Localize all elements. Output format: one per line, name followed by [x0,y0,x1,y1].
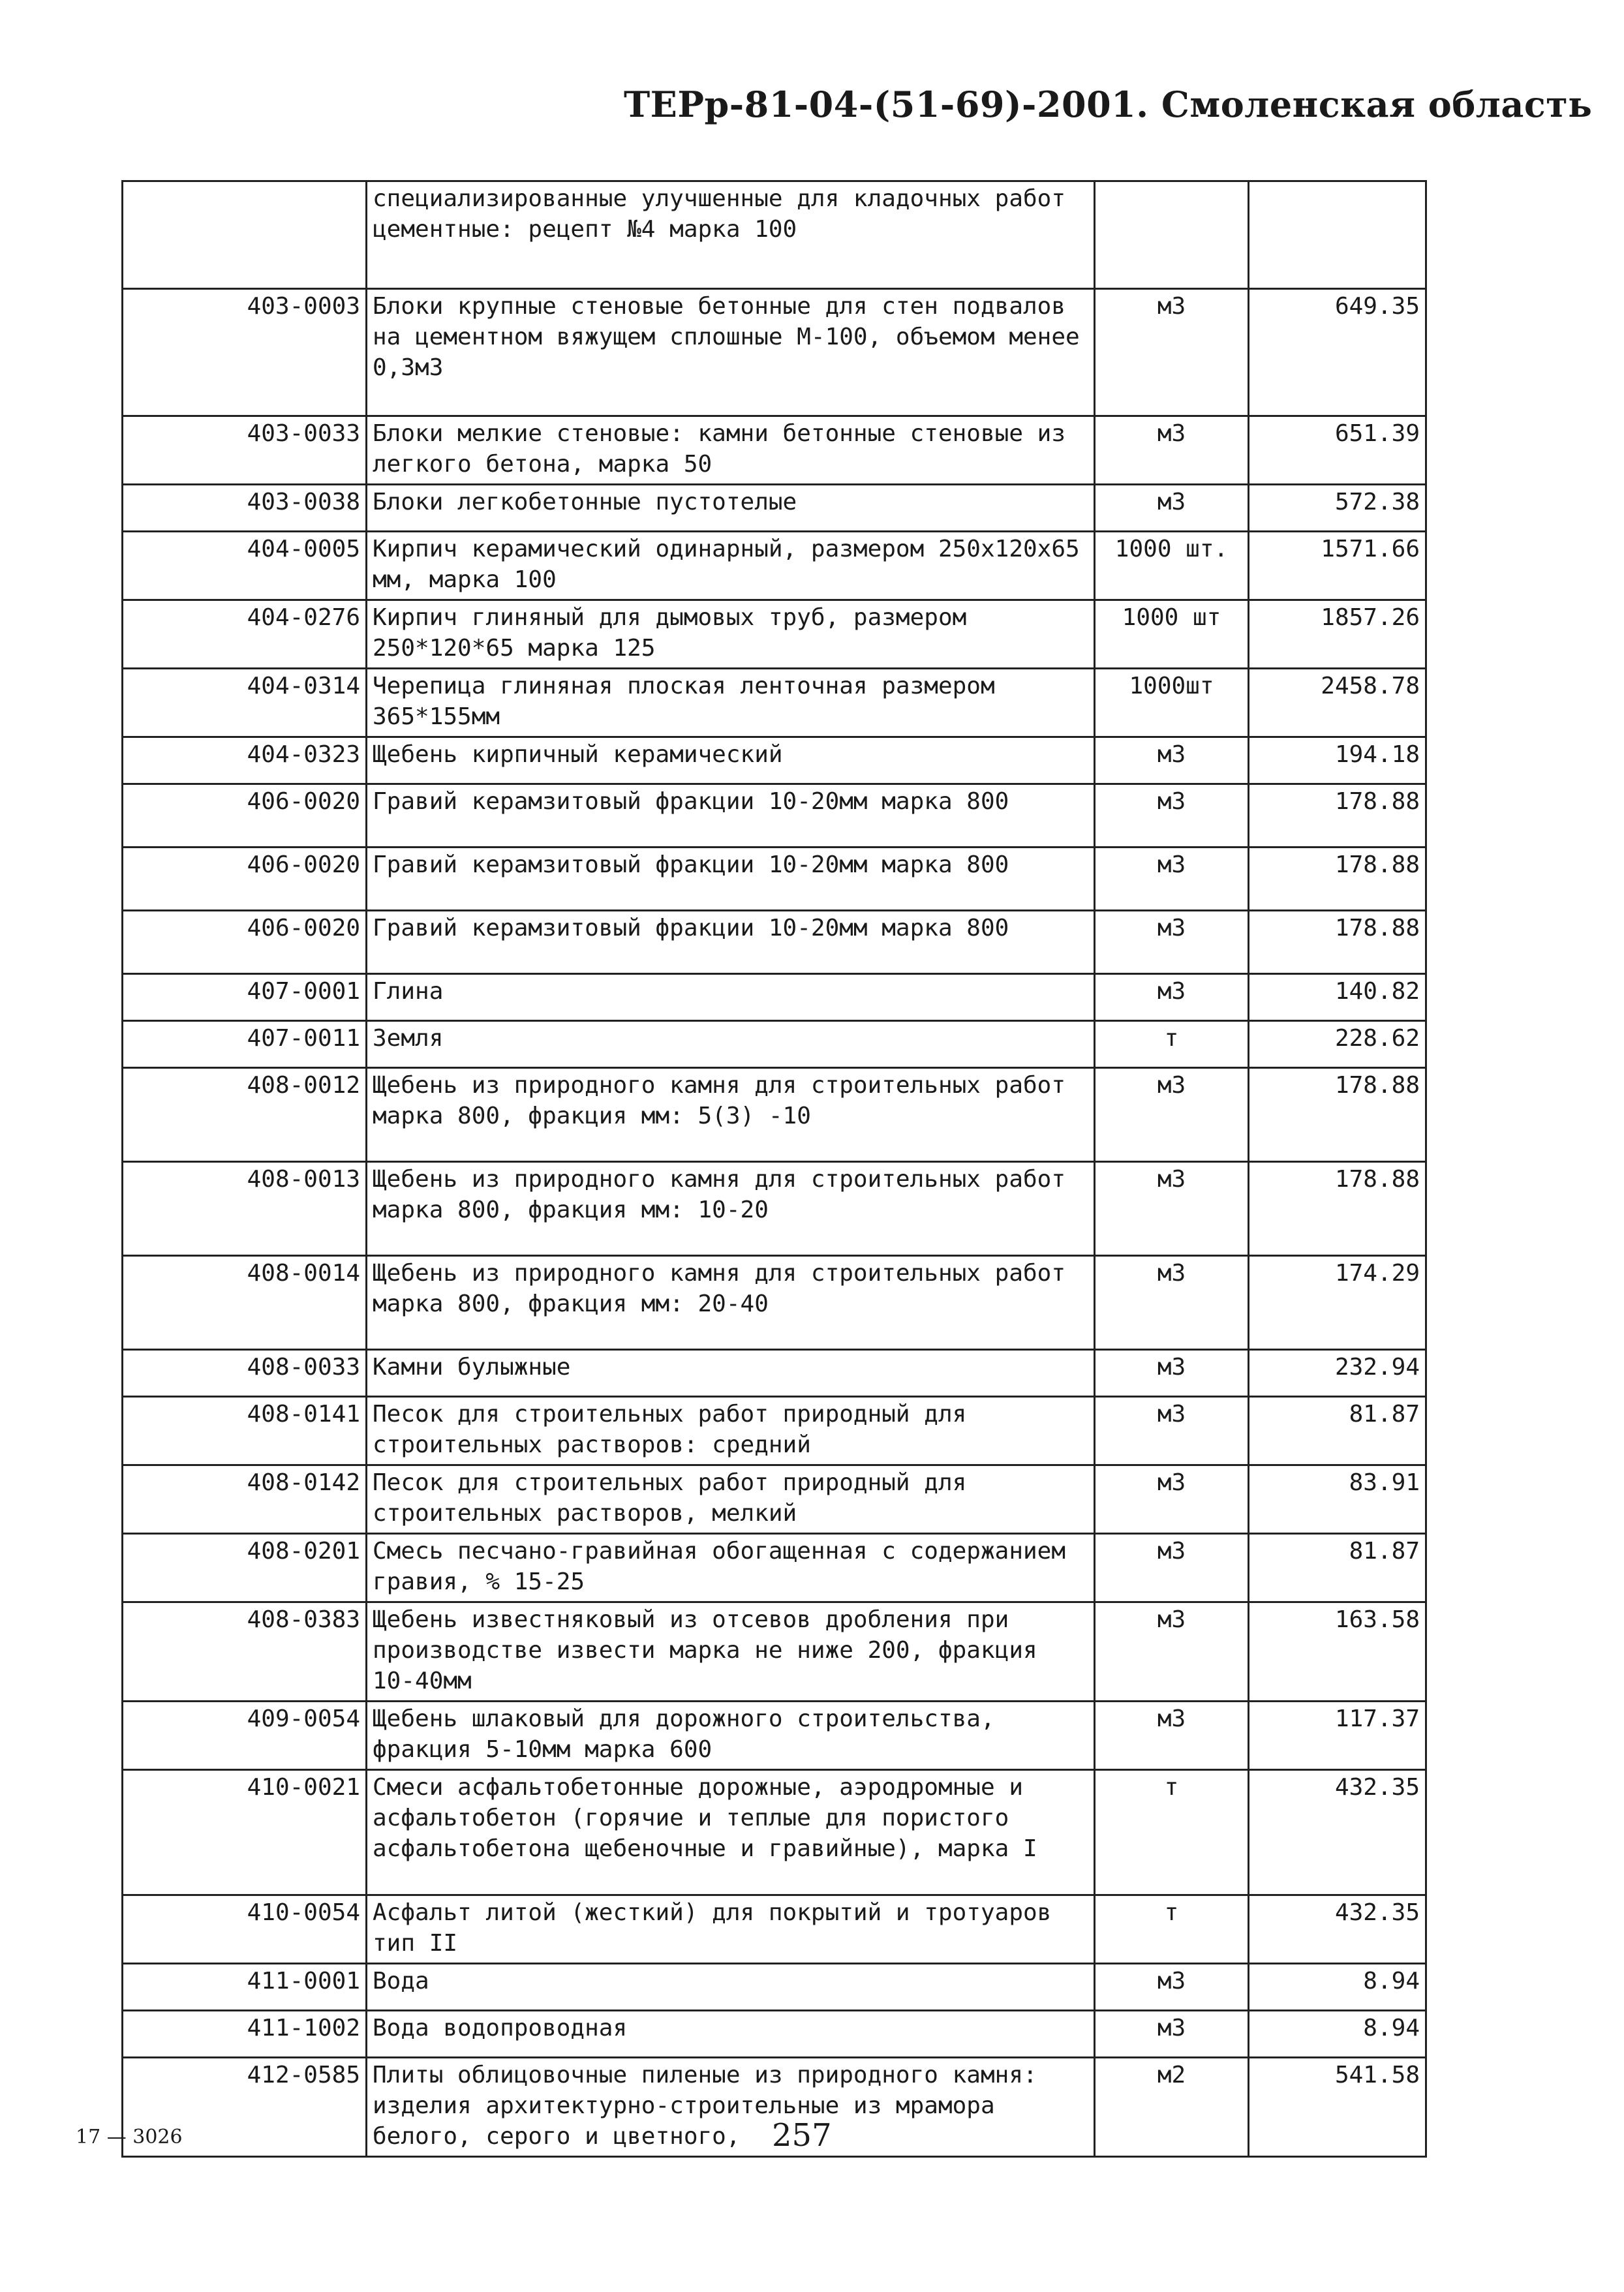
row-description: Смесь песчано-гравийная обогащенная с содержанием гравия, % 15-25 [367,1534,1095,1602]
row-description: Щебень из природного камня для строительных работ марка 800, фракция мм: 5(3) -10 [367,1068,1095,1162]
row-code: 404-0276 [123,600,367,669]
row-price: 541.58 [1249,2058,1426,2157]
row-unit: м3 [1095,974,1249,1021]
row-description: Смеси асфальтобетонные дорожные, аэродромные и асфальтобетон (горячие и теплые для пористого асфальтобетона щебеночные и гравийные), марка I [367,1770,1095,1895]
row-code: 408-0033 [123,1350,367,1397]
row-code [123,181,367,289]
row-code: 410-0054 [123,1895,367,1964]
table-row [123,600,1426,669]
row-code: 404-0314 [123,669,367,737]
table-row [123,974,1426,1021]
row-code: 406-0020 [123,784,367,848]
row-description: Вода водопроводная [367,2011,1095,2058]
row-unit: м3 [1095,1256,1249,1350]
row-code: 404-0323 [123,737,367,784]
row-price: 232.94 [1249,1350,1426,1397]
row-price: 178.88 [1249,1068,1426,1162]
row-description: Плиты облицовочные пиленые из природного камня: изделия архитектурно-строительные из мрамора белого, серого и цветного, [367,2058,1095,2157]
row-unit: м3 [1095,1465,1249,1534]
row-description: Щебень кирпичный керамический [367,737,1095,784]
row-code: 409-0054 [123,1702,367,1770]
row-description: Гравий керамзитовый фракции 10-20мм марка 800 [367,848,1095,911]
row-price: 1571.66 [1249,532,1426,600]
row-price: 8.94 [1249,1964,1426,2011]
row-code: 408-0383 [123,1602,367,1702]
row-unit: т [1095,1770,1249,1895]
row-price: 194.18 [1249,737,1426,784]
row-price: 81.87 [1249,1397,1426,1465]
table-row [123,1964,1426,2011]
row-unit: м3 [1095,784,1249,848]
page-title: ТЕРр-81-04-(51-69)-2001. Смоленская область [624,84,1593,125]
row-price: 432.35 [1249,1770,1426,1895]
table-row [123,737,1426,784]
row-price: 178.88 [1249,848,1426,911]
row-code: 406-0020 [123,911,367,974]
table-row [123,416,1426,485]
table-row [123,1397,1426,1465]
row-price: 140.82 [1249,974,1426,1021]
table-row [123,848,1426,911]
table-row [123,1534,1426,1602]
row-code: 404-0005 [123,532,367,600]
row-code: 403-0003 [123,289,367,416]
table-row [123,1770,1426,1895]
table-row [123,911,1426,974]
print-code: 17 — 3026 [76,2126,183,2148]
row-price: 178.88 [1249,784,1426,848]
table-row [123,2011,1426,2058]
row-code: 408-0201 [123,1534,367,1602]
table-row [123,1702,1426,1770]
row-code: 411-1002 [123,2011,367,2058]
row-description: специализированные улучшенные для кладочных работ цементные: рецепт №4 марка 100 [367,181,1095,289]
row-unit: м3 [1095,1350,1249,1397]
row-unit: 1000шт [1095,669,1249,737]
table-row [123,1602,1426,1702]
row-price: 83.91 [1249,1465,1426,1534]
row-unit [1095,181,1249,289]
row-unit: м3 [1095,911,1249,974]
row-unit: м3 [1095,737,1249,784]
table-row [123,1162,1426,1256]
row-code: 411-0001 [123,1964,367,2011]
table-row [123,1350,1426,1397]
row-description: Блоки мелкие стеновые: камни бетонные стеновые из легкого бетона, марка 50 [367,416,1095,485]
table-row [123,532,1426,600]
row-unit: м3 [1095,848,1249,911]
row-code: 408-0012 [123,1068,367,1162]
table-row [123,485,1426,532]
table-row [123,784,1426,848]
row-unit: м3 [1095,1397,1249,1465]
row-unit: м3 [1095,2011,1249,2058]
row-code: 403-0038 [123,485,367,532]
row-unit: м3 [1095,1534,1249,1602]
row-price: 117.37 [1249,1702,1426,1770]
row-unit: м3 [1095,289,1249,416]
row-code: 408-0014 [123,1256,367,1350]
table-row [123,1895,1426,1964]
row-price [1249,181,1426,289]
row-description: Кирпич керамический одинарный, размером 250х120х65 мм, марка 100 [367,532,1095,600]
row-description: Блоки крупные стеновые бетонные для стен подвалов на цементном вяжущем сплошные М-100, объемом менее 0,3м3 [367,289,1095,416]
row-code: 408-0013 [123,1162,367,1256]
row-price: 228.62 [1249,1021,1426,1068]
row-price: 651.39 [1249,416,1426,485]
row-code: 407-0011 [123,1021,367,1068]
row-unit: 1000 шт [1095,600,1249,669]
row-description: Кирпич глиняный для дымовых труб, размером 250*120*65 марка 125 [367,600,1095,669]
row-price: 649.35 [1249,289,1426,416]
row-description: Гравий керамзитовый фракции 10-20мм марка 800 [367,911,1095,974]
row-code: 403-0033 [123,416,367,485]
row-code: 410-0021 [123,1770,367,1895]
table-row [123,181,1426,289]
row-description: Черепица глиняная плоская ленточная размером 365*155мм [367,669,1095,737]
row-price: 178.88 [1249,1162,1426,1256]
table-row [123,289,1426,416]
row-description: Песок для строительных работ природный для строительных растворов: средний [367,1397,1095,1465]
row-price: 1857.26 [1249,600,1426,669]
table-row [123,1068,1426,1162]
row-price: 432.35 [1249,1895,1426,1964]
row-unit: м3 [1095,1162,1249,1256]
row-description: Щебень из природного камня для строительных работ марка 800, фракция мм: 20-40 [367,1256,1095,1350]
row-code: 406-0020 [123,848,367,911]
page-number: 257 [772,2117,832,2154]
row-price: 81.87 [1249,1534,1426,1602]
row-description: Глина [367,974,1095,1021]
row-unit: м3 [1095,485,1249,532]
row-code: 412-0585 [123,2058,367,2157]
row-unit: т [1095,1895,1249,1964]
row-description: Вода [367,1964,1095,2011]
row-price: 572.38 [1249,485,1426,532]
row-description: Щебень известняковый из отсевов дробления при производстве извести марка не ниже 200, фракция 10-40мм [367,1602,1095,1702]
price-table [121,180,1427,2158]
table-row [123,669,1426,737]
row-code: 408-0142 [123,1465,367,1534]
table-row [123,1021,1426,1068]
row-description: Щебень шлаковый для дорожного строительства, фракция 5-10мм марка 600 [367,1702,1095,1770]
row-unit: м3 [1095,1964,1249,2011]
table-row [123,1465,1426,1534]
row-description: Щебень из природного камня для строительных работ марка 800, фракция мм: 10-20 [367,1162,1095,1256]
row-unit: 1000 шт. [1095,532,1249,600]
row-price: 2458.78 [1249,669,1426,737]
row-price: 178.88 [1249,911,1426,974]
row-description: Песок для строительных работ природный для строительных растворов, мелкий [367,1465,1095,1534]
row-price: 174.29 [1249,1256,1426,1350]
row-unit: м3 [1095,1068,1249,1162]
row-description: Камни булыжные [367,1350,1095,1397]
row-price: 163.58 [1249,1602,1426,1702]
table-row [123,1256,1426,1350]
row-description: Асфальт литой (жесткий) для покрытий и тротуаров тип II [367,1895,1095,1964]
row-unit: т [1095,1021,1249,1068]
row-description: Блоки легкобетонные пустотелые [367,485,1095,532]
row-code: 407-0001 [123,974,367,1021]
row-unit: м3 [1095,1602,1249,1702]
row-price: 8.94 [1249,2011,1426,2058]
row-unit: м3 [1095,1702,1249,1770]
row-description: Гравий керамзитовый фракции 10-20мм марка 800 [367,784,1095,848]
row-unit: м2 [1095,2058,1249,2157]
row-description: Земля [367,1021,1095,1068]
row-unit: м3 [1095,416,1249,485]
row-code: 408-0141 [123,1397,367,1465]
